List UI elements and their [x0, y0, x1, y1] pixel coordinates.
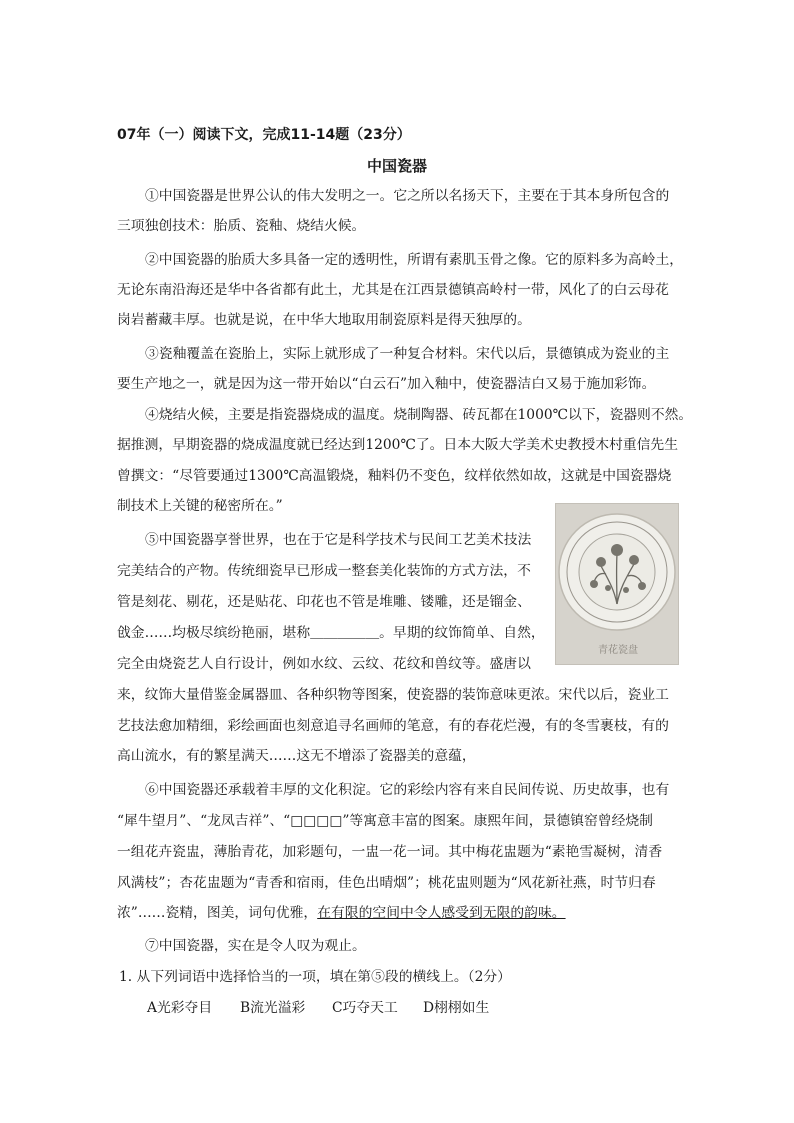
text-line: 来，纹饰大量借鉴金属器皿、各种织物等图案，使瓷器的装饰意味更浓。宋代以后，瓷业工 [117, 687, 669, 703]
porcelain-plate-photo [555, 503, 679, 665]
text-line [117, 903, 566, 923]
text-line: 一组花卉瓷盅，薄胎青花，加彩题句，一盅一花一词。其中梅花盅题为“素艳雪凝树，清香 [117, 844, 663, 860]
figure-caption: 青花瓷盘 [598, 645, 638, 656]
text-line: 完美结合的产物。传统细瓷早已形成一整套美化装饰的方式方法，不 [117, 563, 531, 579]
question-1: 1. 从下列词语中选择恰当的一项，填在第⑤段的横线上。（2分） [119, 969, 511, 985]
text-line: 岗岩蓄藏丰厚。也就是说，在中华大地取用制瓷原料是得天独厚的。 [117, 312, 531, 328]
text-line: 曾撰文：“尽管要通过1300℃高温锻烧，釉料仍不变色，纹样依然如故，这就是中国瓷器烧 [117, 468, 672, 484]
text-line: ⑥中国瓷器还承载着丰厚的文化积淀。它的彩绘内容有来自民间传说、历史故事，也有 [145, 782, 670, 798]
text-line: ④烧结火候，主要是指瓷器烧成的温度。烧制陶器、砖瓦都在1000℃以下，瓷器则不然。 [145, 407, 693, 423]
text-line: ①中国瓷器是世界公认的伟大发明之一。它之所以名扬天下，主要在于其本身所包含的 [145, 188, 670, 204]
text-line: 制技术上关键的秘密所在。” [117, 498, 283, 514]
option-a: A光彩夺目 [147, 1000, 213, 1016]
text-line: 要生产地之一，就是因为这一带开始以“白云石”加入釉中，使瓷器洁白又易于施加彩饰。 [117, 376, 656, 392]
text-line: 完全由烧瓷艺人自行设计，例如水纹、云纹、花纹和兽纹等。盛唐以 [117, 656, 531, 672]
article-title: 中国瓷器 [366, 157, 427, 175]
text-line-head: 浓”……瓷精，图美，词句优雅， [117, 905, 318, 921]
text-line: ⑤中国瓷器享誉世界，也在于它是科学技术与民间工艺美术技法 [145, 532, 532, 548]
text-line: 管是刻花、剔花，还是贴花、印花也不管是堆雕、镂雕，还是镏金、 [117, 594, 531, 610]
text-line: ②中国瓷器的胎质大多具备一定的透明性，所谓有素肌玉骨之像。它的原料多为高岭土， [145, 252, 684, 268]
option-b: B流光溢彩 [240, 1000, 306, 1016]
text-line: 三项独创技术：胎质、瓷釉、烧结火候。 [117, 218, 366, 234]
porcelain-plate-image [556, 504, 678, 664]
text-line: 艺技法愈加精细，彩绘画面也刻意追寻名画师的笔意，有的春花烂漫，有的冬雪裹枝，有的 [117, 718, 669, 734]
text-line: 高山流水，有的繁星满天……这无不增添了瓷器美的意蕴， [117, 748, 476, 764]
text-line: “犀牛望月”、“龙凤吉祥”、“□□□□”等寓意丰富的图案。康熙年间，景德镇窑曾经烧制 [117, 813, 653, 829]
exam-header: 07年（一）阅读下文，完成11-14题（23分） [117, 127, 411, 143]
underlined-phrase: 在有限的空间中令人感受到无限的韵味。 [317, 905, 566, 921]
text-line: 据推测，早期瓷器的烧成温度就已经达到1200℃了。日本大阪大学美术史教授木村重信先生 [117, 437, 679, 453]
text-line: ⑦中国瓷器，实在是令人叹为观止。 [145, 938, 366, 954]
text-line: 风满枝”；杏花盅题为“青香和宿雨，佳色出晴烟”；桃花盅则题为“风花新社燕，时节归春 [117, 875, 656, 891]
option-d: D栩栩如生 [423, 1000, 490, 1016]
option-c: C巧夺天工 [332, 1000, 398, 1016]
text-line: ③瓷釉覆盖在瓷胎上，实际上就形成了一种复合材料。宋代以后，景德镇成为瓷业的主 [145, 346, 670, 362]
text-line: 戗金……均极尽缤纷艳丽，堪称＿＿＿＿＿。早期的纹饰简单、自然， [117, 625, 545, 641]
text-line: 无论东南沿海还是华中各省都有此土，尤其是在江西景德镇高岭村一带，风化了的白云母花 [117, 282, 669, 298]
